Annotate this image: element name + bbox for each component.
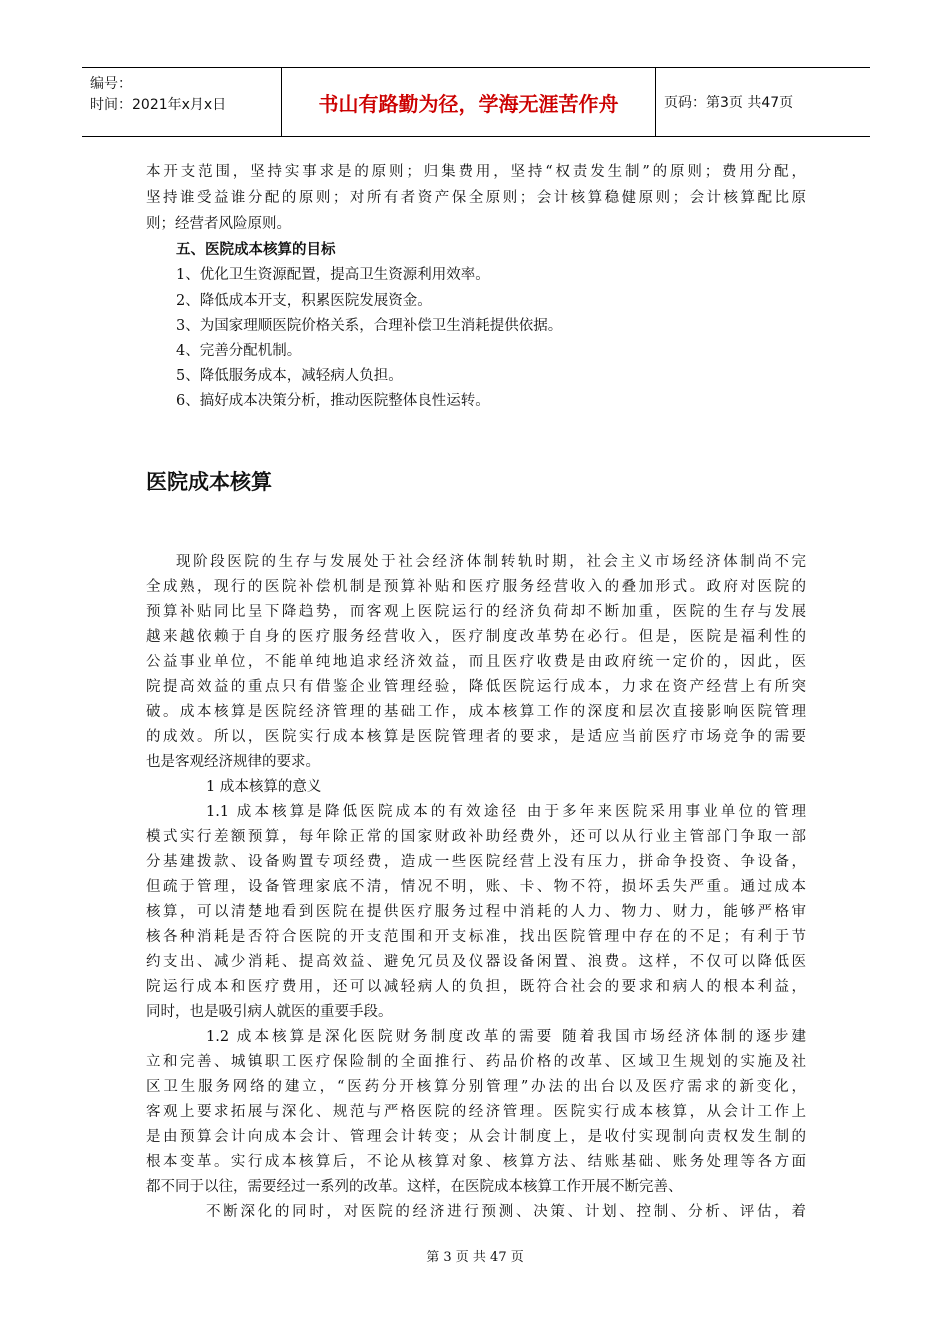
list-item: 6、搞好成本决策分析，推动医院整体良性运转。 (176, 393, 490, 409)
intro-line: 越来越依赖于自身的医疗服务经营收入，医疗制度改革势在必行。但是，医院是福利性的 (146, 629, 806, 645)
page-footer: 第 3 页 共 47 页 (426, 1250, 524, 1265)
top-paragraph-line: 则；经营者风险原则。 (146, 216, 291, 232)
header-meta (82, 68, 282, 136)
para-1-2-line: 根本变革。实行成本核算后，不论从核算对象、核算方法、结账基础、账务处理等各方面 (146, 1154, 806, 1170)
intro-line: 院提高效益的重点只有借鉴企业管理经验，降低医院运行成本，力求在资产经营上有所突 (146, 679, 806, 695)
header-page-info: 页码：第3页 共47页 (664, 95, 794, 111)
intro-line: 公益事业单位，不能单纯地追求经济效益，而且医疗收费是由政府统一定价的，因此，医 (146, 654, 806, 670)
list-item: 4、完善分配机制。 (176, 343, 302, 359)
para-1-1-line: 1.1 成本核算是降低医院成本的有效途径 由于多年来医院采用事业单位的管理 (206, 804, 806, 820)
top-paragraph-line: 坚持谁受益谁分配的原则；对所有者资产保全原则；会计核算稳健原则；会计核算配比原 (146, 190, 806, 206)
intro-line: 现阶段医院的生存与发展处于社会经济体制转轨时期，社会主义市场经济体制尚不完 (176, 554, 806, 570)
document-time: 时间：2021年x月x日 (90, 97, 227, 113)
para-1-1-line: 模式实行差额预算，每年除正常的国家财政补助经费外，还可以从行业主管部门争取一部 (146, 829, 806, 845)
last-line: 不断深化的同时，对医院的经济进行预测、决策、计划、控制、分析、评估，着 (206, 1204, 806, 1220)
para-1-2-line: 是由预算会计向成本会计、管理会计转变；从会计制度上，是收付实现制向责权发生制的 (146, 1129, 806, 1145)
para-1-1-line: 同时，也是吸引病人就医的重要手段。 (146, 1004, 393, 1020)
intro-line: 的成效。所以，医院实行成本核算是医院管理者的要求，是适应当前医疗市场竞争的需要 (146, 729, 806, 745)
para-1-2-line: 区卫生服务网络的建立，“医药分开核算分别管理”办法的出台以及医疗需求的新变化， (146, 1079, 806, 1095)
para-1-2-line: 都不同于以往，需要经过一系列的改革。这样，在医院成本核算工作开展不断完善、 (146, 1179, 683, 1195)
subheading: 1 成本核算的意义 (206, 779, 322, 795)
top-paragraph-line: 本开支范围，坚持实事求是的原则；归集费用，坚持“权责发生制”的原则；费用分配， (146, 164, 806, 180)
para-1-1-line: 核算，可以清楚地看到医院在提供医疗服务过程中消耗的人力、物力、财力，能够严格审 (146, 904, 806, 920)
intro-line: 预算补贴同比呈下降趋势，而客观上医院运行的经济负荷却不断加重，医院的生存与发展 (146, 604, 806, 620)
list-item: 1、优化卫生资源配置，提高卫生资源利用效率。 (176, 267, 490, 283)
page-header (82, 67, 870, 137)
intro-line: 破。成本核算是医院经济管理的基础工作，成本核算工作的深度和层次直接影响医院管理 (146, 704, 806, 720)
para-1-1-line: 约支出、减少消耗、提高效益、避免冗员及仪器设备闲置、浪费。这样，不仅可以降低医 (146, 954, 806, 970)
para-1-2-line: 客观上要求拓展与深化、规范与严格医院的经济管理。医院实行成本核算，从会计工作上 (146, 1104, 806, 1120)
list-item: 5、降低服务成本，减轻病人负担。 (176, 368, 403, 384)
intro-line: 也是客观经济规律的要求。 (146, 754, 320, 770)
list-item: 3、为国家理顺医院价格关系，合理补偿卫生消耗提供依据。 (176, 318, 563, 334)
intro-line: 全成熟，现行的医院补偿机制是预算补贴和医疗服务经营收入的叠加形式。政府对医院的 (146, 579, 806, 595)
section-heading: 五、医院成本核算的目标 (176, 242, 336, 258)
para-1-1-line: 院运行成本和医疗费用，还可以减轻病人的负担，既符合社会的要求和病人的根本利益， (146, 979, 806, 995)
document-number-label: 编号： (90, 76, 132, 92)
list-item: 2、降低成本开支，积累医院发展资金。 (176, 293, 432, 309)
page-title: 医院成本核算 (146, 470, 272, 494)
para-1-1-line: 但疏于管理，设备管理家底不清，情况不明，账、卡、物不符，损坏丢失严重。通过成本 (146, 879, 806, 895)
para-1-1-line: 核各种消耗是否符合医院的开支范围和开支标准，找出医院管理中存在的不足；有利于节 (146, 929, 806, 945)
para-1-2-line: 立和完善、城镇职工医疗保险制的全面推行、药品价格的改革、区域卫生规划的实施及社 (146, 1054, 806, 1070)
para-1-2-line: 1.2 成本核算是深化医院财务制度改革的需要 随着我国市场经济体制的逐步建 (206, 1029, 806, 1045)
header-motto: 书山有路勤为径，学海无涯苦作舟 (282, 68, 656, 136)
para-1-1-line: 分基建拨款、设备购置专项经费，造成一些医院经营上没有压力，拼命争投资、争设备， (146, 854, 806, 870)
